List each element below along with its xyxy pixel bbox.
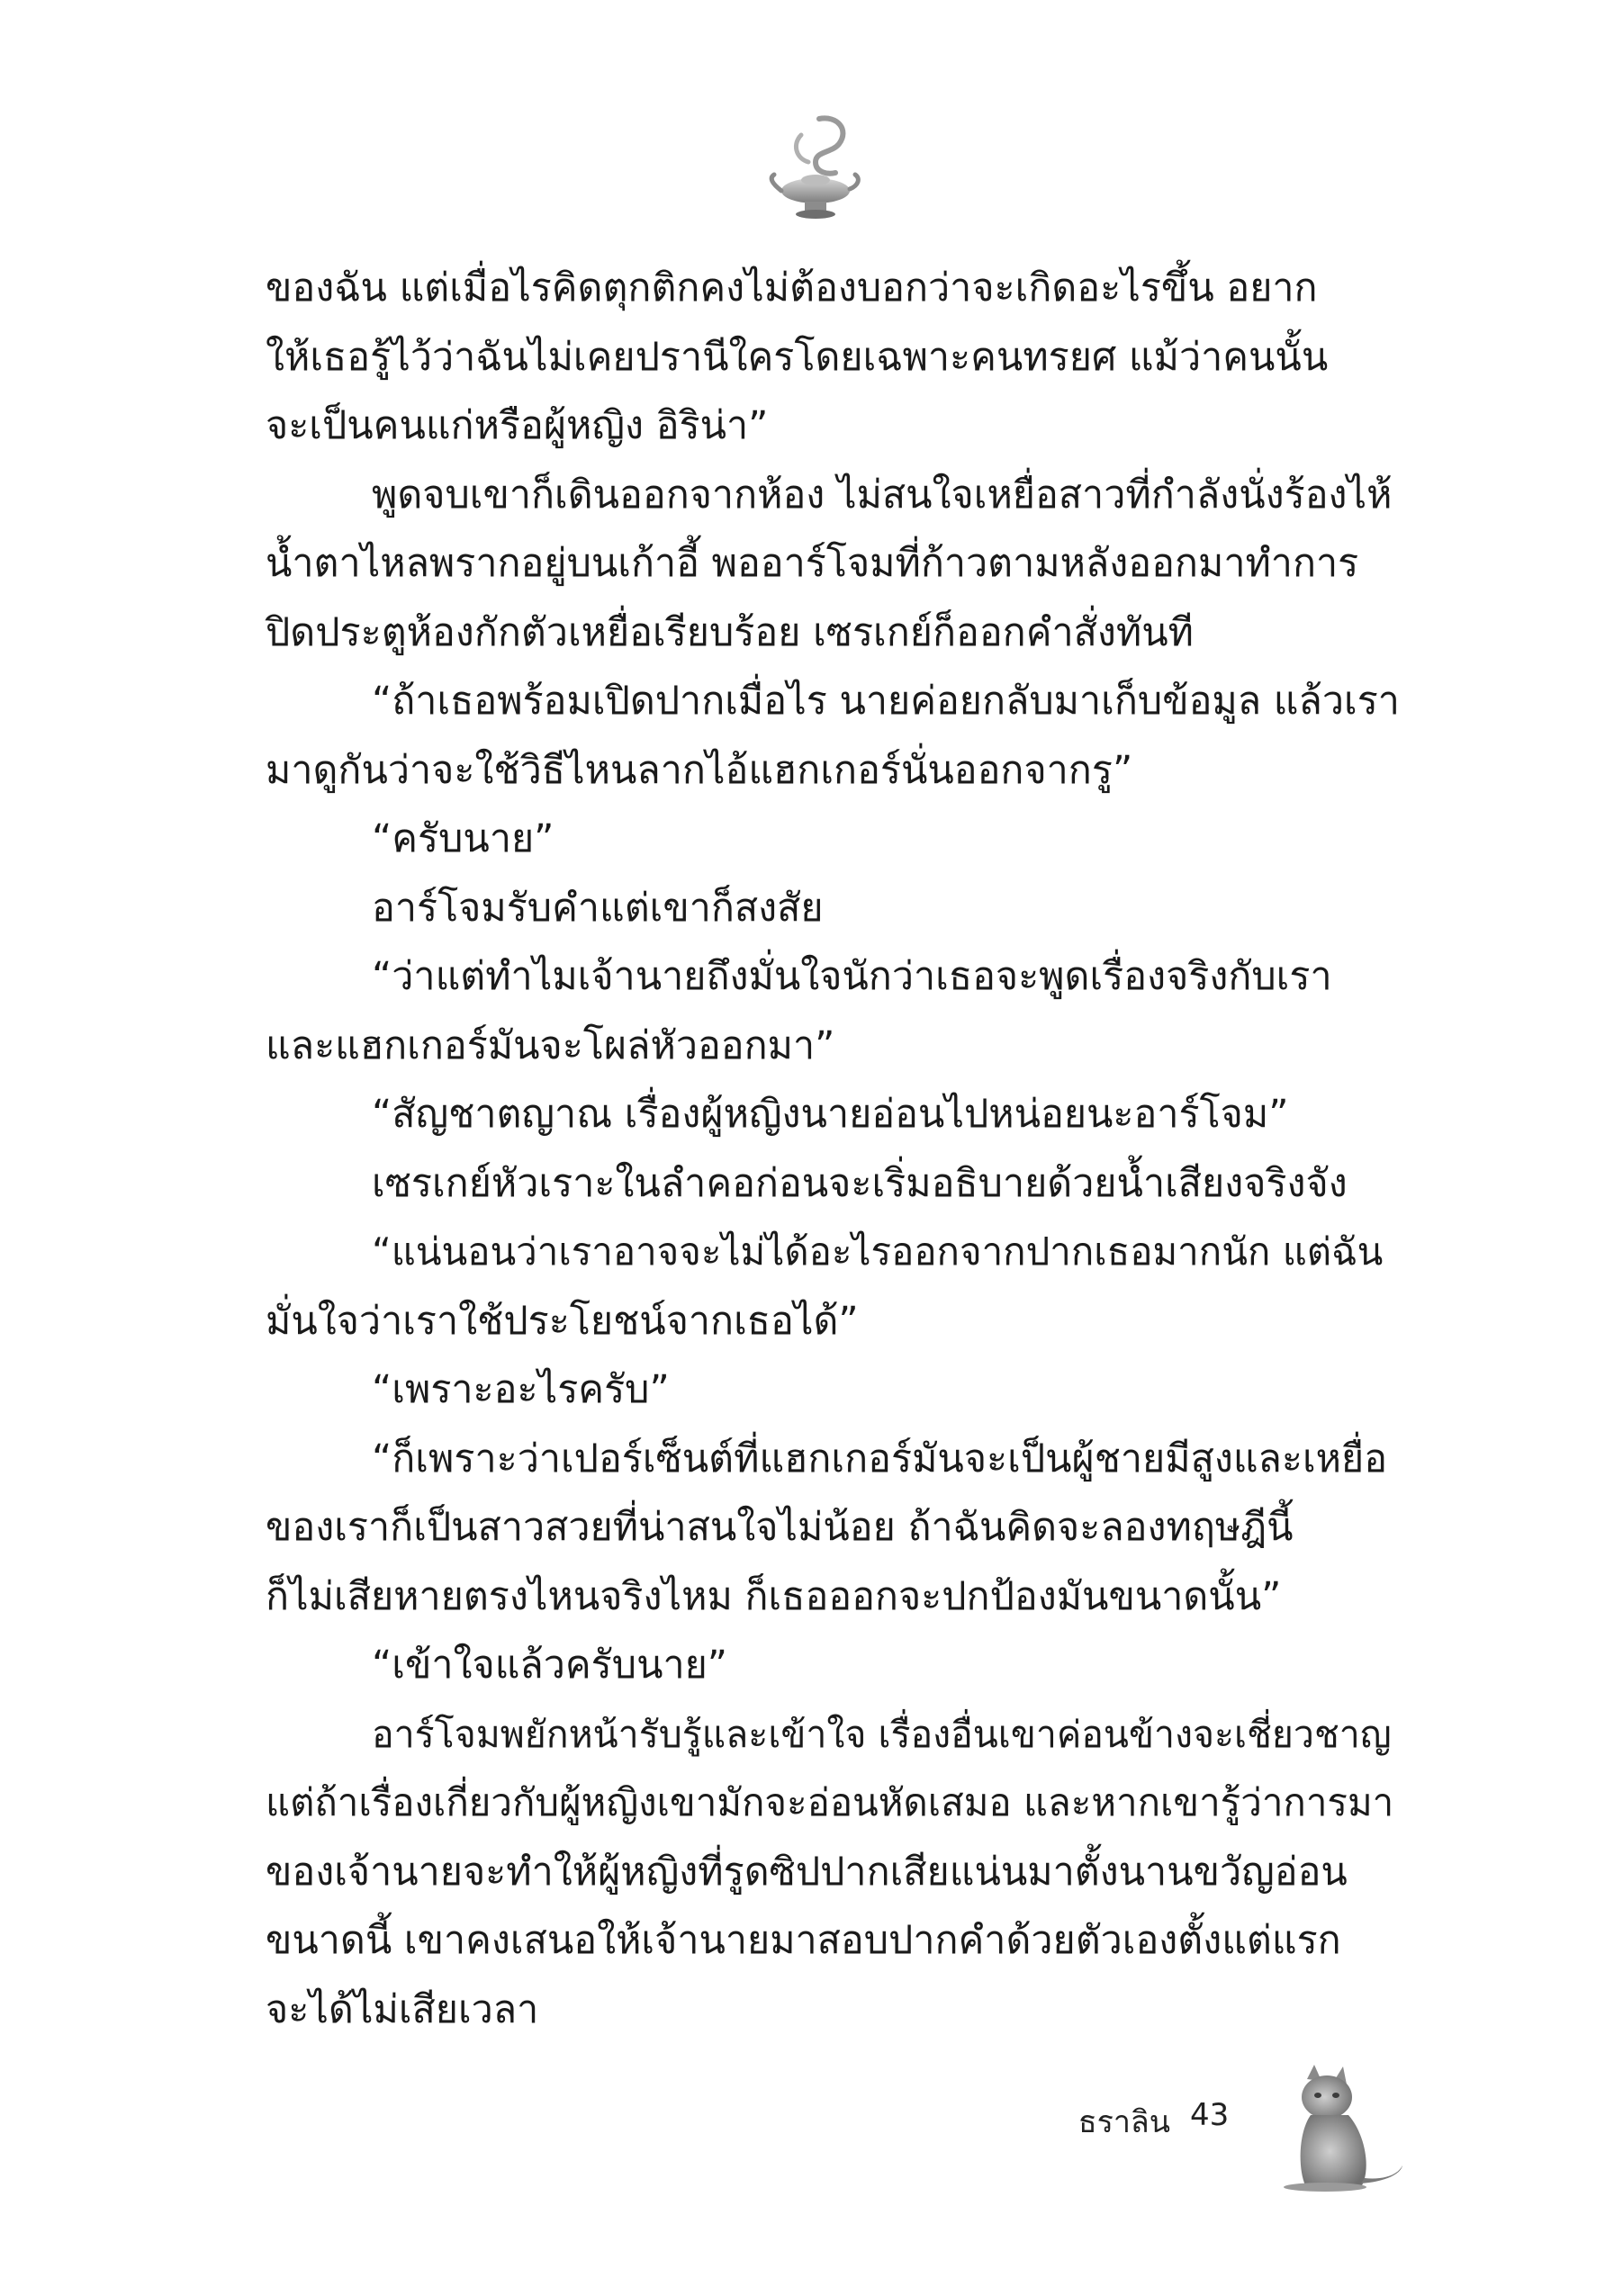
text-line: และแฮกเกอร์มันจะโผล่หัวออกมา” xyxy=(266,1022,835,1068)
text-line: ขนาดนี้ เขาคงเสนอให้เจ้านายมาสอบปากคำด้วยตัวเองตั้งแต่แรก xyxy=(266,1918,1341,1963)
text-line: ของเราก็เป็นสาวสวยที่น่าสนใจไม่น้อย ถ้าฉันคิดจะลองทฤษฎีนี้ xyxy=(266,1505,1294,1550)
cat-icon xyxy=(1271,2061,1406,2192)
text-line: อาร์โจมพยักหน้ารับรู้และเข้าใจ เรื่องอื่นเขาค่อนข้างจะเชี่ยวชาญ xyxy=(372,1712,1392,1756)
text-line: พูดจบเขาก็เดินออกจากห้อง ไม่สนใจเหยื่อสาวที่กำลังนั่งร้องไห้ xyxy=(372,472,1393,518)
text-line: มาดูกันว่าจะใช้วิธีไหนลากไอ้แฮกเกอร์นั่นออกจากรู” xyxy=(266,747,1133,793)
text-line: ปิดประตูห้องกักตัวเหยื่อเรียบร้อย เซรเกย์ก็ออกคำสั่งทันที xyxy=(266,609,1194,655)
text-line: “ครับนาย” xyxy=(372,816,555,861)
page-footer xyxy=(1062,2061,1422,2196)
page-number: 43 xyxy=(1190,2097,1230,2133)
text-line: “แน่นอนว่าเราอาจจะไม่ได้อะไรออกจากปากเธอมากนัก แต่ฉัน xyxy=(372,1229,1384,1274)
text-line: ให้เธอรู้ไว้ว่าฉันไม่เคยปรานีใครโดยเฉพาะคนทรยศ แม้ว่าคนนั้น xyxy=(266,334,1329,380)
text-line: ก็ไม่เสียหายตรงไหนจริงไหม ก็เธอออกจะปกป้องมันขนาดนั้น” xyxy=(266,1573,1282,1619)
text-line: ของฉัน แต่เมื่อไรคิดตุกติกคงไม่ต้องบอกว่าจะเกิดอะไรขึ้น อยาก xyxy=(266,266,1318,311)
text-line: แต่ถ้าเรื่องเกี่ยวกับผู้หญิงเขามักจะอ่อนหัดเสมอ และหากเขารู้ว่าการมา xyxy=(266,1780,1394,1824)
text-line: “เพราะอะไรครับ” xyxy=(372,1367,670,1412)
genie-lamp-icon xyxy=(765,108,864,234)
text-line: จะได้ไม่เสียเวลา xyxy=(266,1986,539,2032)
text-line: จะเป็นคนแก่หรือผู้หญิง อิริน่า” xyxy=(266,403,769,448)
text-line: “เข้าใจแล้วครับนาย” xyxy=(372,1643,728,1688)
text-line: อาร์โจมรับคำแต่เขาก็สงสัย xyxy=(372,885,824,931)
author-name: ธราลิน xyxy=(1078,2104,1170,2140)
text-line: เซรเกย์หัวเราะในลำคอก่อนจะเริ่มอธิบายด้วยน้ำเสียงจริงจัง xyxy=(372,1160,1348,1206)
text-line: มั่นใจว่าเราใช้ประโยชน์จากเธอได้” xyxy=(266,1298,859,1344)
text-line: “สัญชาตญาณ เรื่องผู้หญิงนายอ่อนไปหน่อยนะอาร์โจม” xyxy=(372,1092,1289,1137)
text-line: ของเจ้านายจะทำให้ผู้หญิงที่รูดซิปปากเสียแน่นมาตั้งนานขวัญอ่อน xyxy=(266,1849,1348,1895)
body-text xyxy=(266,254,1404,2044)
text-line: “ว่าแต่ทำไมเจ้านายถึงมั่นใจนักว่าเธอจะพูดเรื่องจริงกับเรา xyxy=(372,954,1332,999)
text-line: “ถ้าเธอพร้อมเปิดปากเมื่อไร นายค่อยกลับมาเก็บข้อมูล แล้วเรา xyxy=(372,679,1400,724)
text-line: “ก็เพราะว่าเปอร์เซ็นต์ที่แฮกเกอร์มันจะเป็นผู้ชายมีสูงและเหยื่อ xyxy=(372,1436,1388,1481)
text-line: น้ำตาไหลพรากอยู่บนเก้าอี้ พออาร์โจมที่ก้าวตามหลังออกมาทำการ xyxy=(266,541,1359,586)
